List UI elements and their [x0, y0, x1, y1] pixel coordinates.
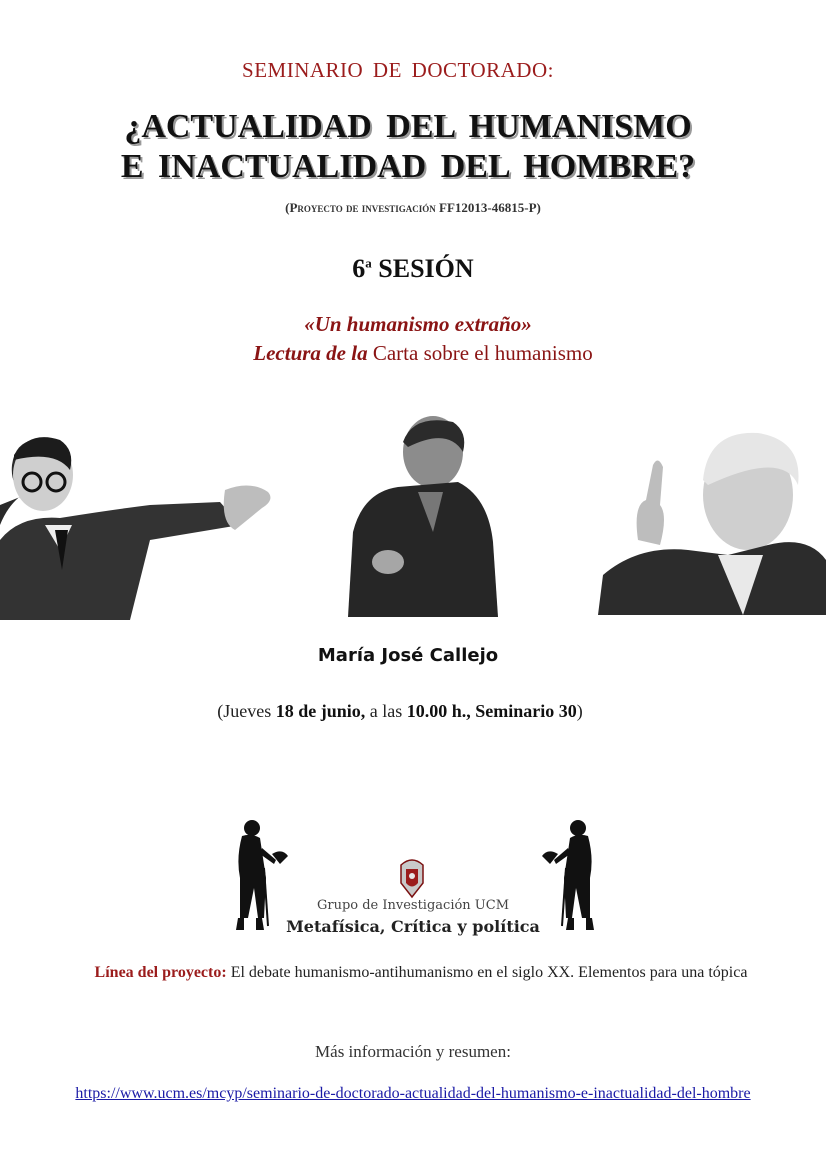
more-info-label: Más información y resumen: [315, 1042, 511, 1061]
research-group-subtitle: Metafísica, Crítica y política [286, 917, 540, 936]
research-group-name: Grupo de Investigación UCM [316, 898, 510, 913]
project-code: (Proyecto de investigación FF12013-46815-P) [285, 200, 541, 215]
schedule-close: ) [576, 701, 583, 721]
portrait-photo-center [338, 412, 500, 617]
seminar-heading: SEMINARIO DE DOCTORADO: [242, 58, 554, 82]
info-link[interactable]: https://www.ucm.es/mcyp/seminario-de-doctorado-actualidad-del-humanismo-e-inactualidad-del-hombre [75, 1085, 751, 1102]
reading-prefix: Lectura de la [253, 341, 368, 365]
silhouette-figure-right [540, 818, 602, 933]
schedule-open: (Jueves [217, 701, 276, 721]
schedule-time: 10.00 h., Seminario 30 [406, 701, 577, 721]
portrait-photo-right [598, 425, 826, 615]
session-title: «Un humanismo extraño» [304, 312, 532, 336]
title-line-2: E INACTUALIDAD DEL HOMBRE? [120, 148, 696, 185]
project-line [86, 962, 756, 984]
project-line-text: El debate humanismo-antihumanismo en el siglo XX. Elementos para una tópica [230, 964, 748, 981]
session-label: SESIÓN [378, 254, 474, 283]
schedule-mid: a las [365, 701, 407, 721]
schedule-date: 18 de junio, [275, 701, 366, 721]
ucm-crest-icon [395, 857, 429, 899]
session-number: 6 [352, 254, 366, 283]
session-heading [0, 254, 826, 284]
session-ordinal: a [365, 255, 372, 271]
project-line-label: Línea del proyecto: [94, 964, 227, 981]
reading-work: Carta sobre el humanismo [372, 341, 593, 365]
speaker-name: María José Callejo [317, 645, 499, 666]
session-reading [0, 341, 826, 366]
schedule [0, 701, 800, 722]
silhouette-figure-left [228, 818, 290, 933]
title-line-1: ¿ACTUALIDAD DEL HUMANISMO [124, 108, 692, 145]
portrait-photo-left [0, 430, 285, 620]
